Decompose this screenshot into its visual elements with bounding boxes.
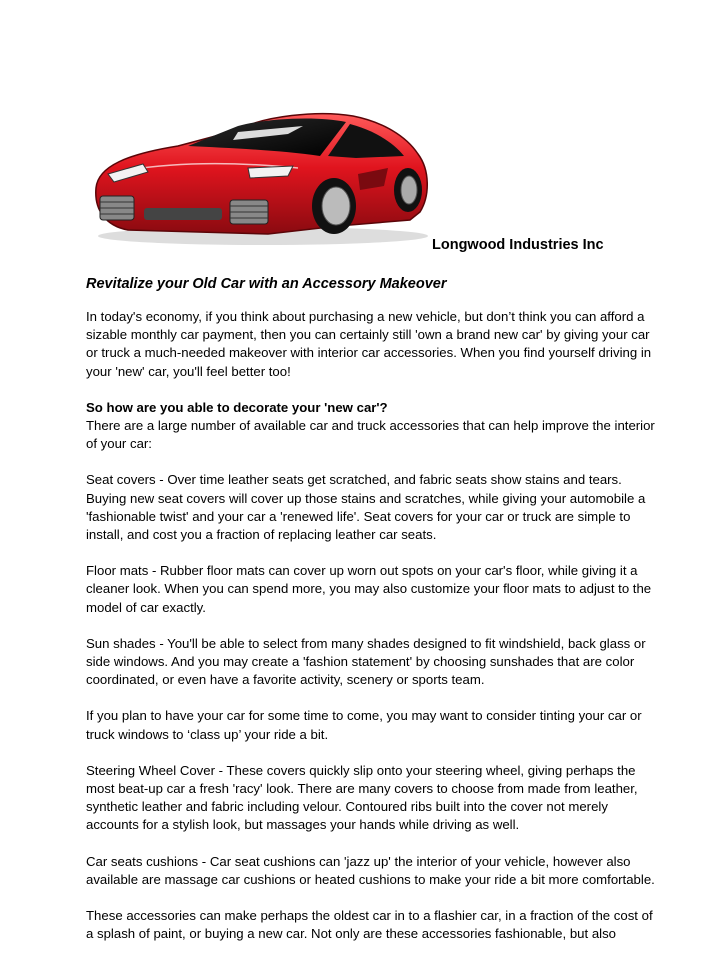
steering-wheel-paragraph: Steering Wheel Cover - These covers quickly slip onto your steering wheel, giving perhaps the most beat-up car a fresh 'racy' look. There are many covers to choose from made from leather, synthetic leather and fabric including velour. Contoured ribs built into the cover not merely accounts for a stylish look, but massages your hands while driving as well.	[86, 762, 638, 833]
tinting-paragraph: If you plan to have your car for some time to come, you may want to consider tinting your car or truck windows to ‘class up’ your ride a bit.	[86, 708, 642, 742]
question-paragraph	[86, 399, 661, 454]
question-heading: So how are you able to decorate your 'new car'?	[86, 399, 388, 415]
seat-covers-paragraph: Seat covers - Over time leather seats get scratched, and fabric seats show stains and tears. Buying new seat covers will cover up those stains and scratches, while giving your automobile a 'fashionable twist' and your car a 'renewed life'. Seat covers for your car or truck are simple to install, and cost you a fraction of replacing leather car seats.	[86, 472, 646, 543]
question-answer: There are a large number of available car and truck accessories that can help improve the interior of your car:	[86, 418, 655, 452]
company-name: Longwood Industries Inc	[432, 237, 604, 253]
sun-shades-paragraph: Sun shades - You'll be able to select from many shades designed to fit windshield, back glass or side windows. And you may create a 'fashion statement' by choosing sunshades that are color coordinated, or even have a favorite activity, scenery or sports team.	[86, 635, 646, 688]
closing-paragraph: These accessories can make perhaps the oldest car in to a flashier car, in a fraction of the cost of a splash of paint, or buying a new car. Not only are these accessories fashionable, but also	[86, 908, 653, 942]
article-title: Revitalize your Old Car with an Accessory Makeover	[86, 276, 447, 292]
seat-cushions-paragraph: Car seats cushions - Car seat cushions can 'jazz up' the interior of your vehicle, however also available are massage car cushions or heated cushions to make your ride a bit more comfortable.	[86, 853, 655, 887]
red-sports-car-illustration	[88, 96, 434, 248]
floor-mats-paragraph: Floor mats - Rubber floor mats can cover up worn out spots on your car's floor, while giving it a cleaner look. When you can spend more, you may also customize your floor mats to adjust to the model of car exactly.	[86, 563, 652, 615]
intro-paragraph: In today's economy, if you think about purchasing a new vehicle, but don’t think you can afford a sizable monthly car payment, then you can certainly still 'own a brand new car' by giving your car or truck a much-needed makeover with interior car accessories. When you find yourself driving in your 'new' car, you'll feel better too!	[86, 309, 652, 379]
article-body	[86, 308, 661, 961]
